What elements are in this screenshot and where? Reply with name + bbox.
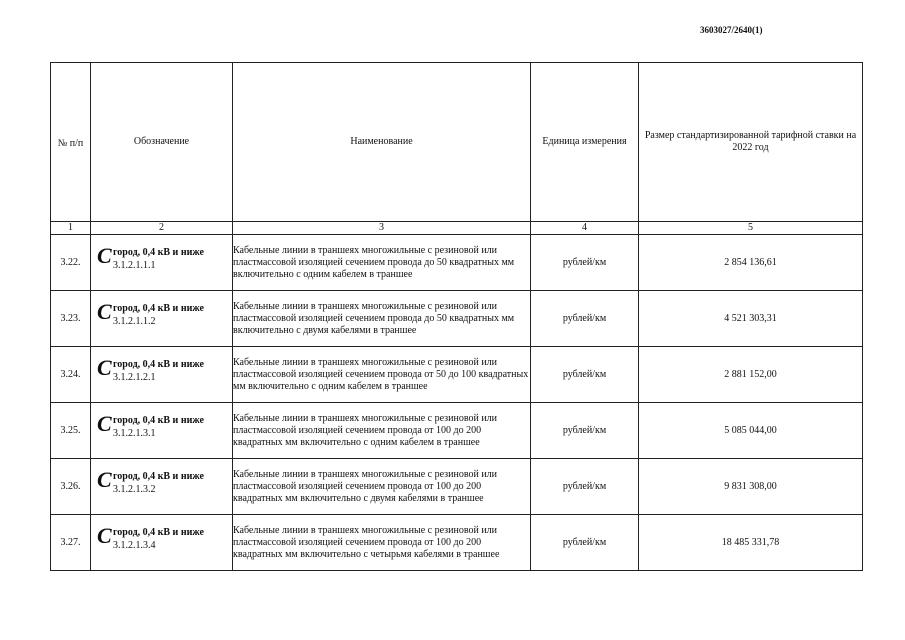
code-main: город, 0,4 кВ и ниже <box>113 246 204 258</box>
header-unit: Единица измерения <box>531 63 639 222</box>
code-subscript: 3.1.2.1.3.1 <box>113 427 156 439</box>
row-unit: рублей/км <box>531 235 639 291</box>
table-header-row <box>51 63 863 222</box>
code-subscript: 3.1.2.1.3.4 <box>113 539 156 551</box>
code-subscript: 3.1.2.1.3.2 <box>113 483 156 495</box>
code-symbol: C <box>97 466 112 492</box>
header-rate: Размер стандартизированной тарифной ставки на 2022 год <box>639 63 863 222</box>
table-row <box>51 291 863 347</box>
code-subscript: 3.1.2.1.2.1 <box>113 371 156 383</box>
header-number: № п/п <box>51 63 91 222</box>
row-unit: рублей/км <box>531 515 639 571</box>
row-unit: рублей/км <box>531 291 639 347</box>
header-code: Обозначение <box>91 63 233 222</box>
column-number: 3 <box>233 222 531 235</box>
tariff-table <box>50 62 863 571</box>
column-number-row <box>51 222 863 235</box>
header-name: Наименование <box>233 63 531 222</box>
code-main: город, 0,4 кВ и ниже <box>113 526 204 538</box>
row-code <box>91 291 233 347</box>
document-reference: 3603027/2640(1) <box>700 25 763 35</box>
row-number: 3.27. <box>51 515 91 571</box>
table-row <box>51 403 863 459</box>
row-unit: рублей/км <box>531 403 639 459</box>
row-number: 3.24. <box>51 347 91 403</box>
table-row <box>51 459 863 515</box>
code-main: город, 0,4 кВ и ниже <box>113 414 204 426</box>
table-row <box>51 515 863 571</box>
code-symbol: C <box>97 354 112 380</box>
row-value: 18 485 331,78 <box>639 515 863 571</box>
row-value: 2 854 136,61 <box>639 235 863 291</box>
table-row <box>51 235 863 291</box>
column-number: 1 <box>51 222 91 235</box>
code-main: город, 0,4 кВ и ниже <box>113 470 204 482</box>
code-symbol: C <box>97 242 112 268</box>
column-number: 2 <box>91 222 233 235</box>
row-name: Кабельные линии в траншеях многожильные с резиновой или пластмассовой изоляцией сечением провода от 100 до 200 квадратных мм включительно с одним кабелем в траншее <box>233 403 531 459</box>
row-name: Кабельные линии в траншеях многожильные с резиновой или пластмассовой изоляцией сечением провода до 50 квадратных мм включительно с одним кабелем в траншее <box>233 235 531 291</box>
row-number: 3.23. <box>51 291 91 347</box>
row-code <box>91 347 233 403</box>
code-main: город, 0,4 кВ и ниже <box>113 302 204 314</box>
row-code <box>91 459 233 515</box>
row-name: Кабельные линии в траншеях многожильные с резиновой или пластмассовой изоляцией сечением провода от 100 до 200 квадратных мм включительно с двумя кабелями в траншее <box>233 459 531 515</box>
row-name: Кабельные линии в траншеях многожильные с резиновой или пластмассовой изоляцией сечением провода до 50 квадратных мм включительно с двумя кабелями в траншее <box>233 291 531 347</box>
column-number: 4 <box>531 222 639 235</box>
row-number: 3.26. <box>51 459 91 515</box>
code-main: город, 0,4 кВ и ниже <box>113 358 204 370</box>
row-unit: рублей/км <box>531 347 639 403</box>
table-row <box>51 347 863 403</box>
code-symbol: C <box>97 298 112 324</box>
row-value: 4 521 303,31 <box>639 291 863 347</box>
row-code <box>91 515 233 571</box>
column-number: 5 <box>639 222 863 235</box>
row-number: 3.22. <box>51 235 91 291</box>
code-subscript: 3.1.2.1.1.1 <box>113 259 156 271</box>
row-value: 2 881 152,00 <box>639 347 863 403</box>
code-subscript: 3.1.2.1.1.2 <box>113 315 156 327</box>
row-code <box>91 403 233 459</box>
row-name: Кабельные линии в траншеях многожильные с резиновой или пластмассовой изоляцией сечением провода от 100 до 200 квадратных мм включительно с четырьмя кабелями в траншее <box>233 515 531 571</box>
row-unit: рублей/км <box>531 459 639 515</box>
code-symbol: C <box>97 522 112 548</box>
row-name: Кабельные линии в траншеях многожильные с резиновой или пластмассовой изоляцией сечением провода от 50 до 100 квадратных мм включительно с одним кабелем в траншее <box>233 347 531 403</box>
code-symbol: C <box>97 410 112 436</box>
row-code <box>91 235 233 291</box>
row-value: 5 085 044,00 <box>639 403 863 459</box>
row-number: 3.25. <box>51 403 91 459</box>
row-value: 9 831 308,00 <box>639 459 863 515</box>
